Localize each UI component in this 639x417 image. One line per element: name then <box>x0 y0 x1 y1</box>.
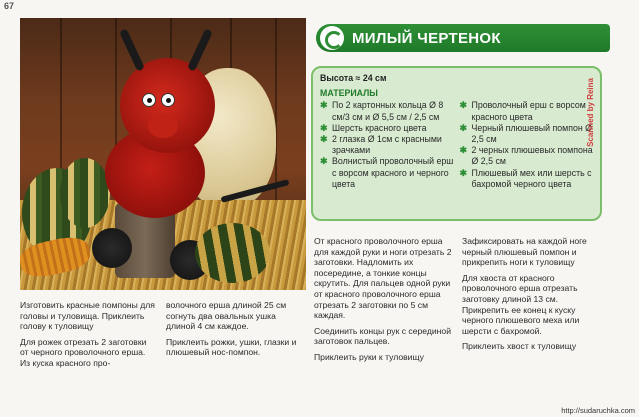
scan-watermark: Scanned by Reina <box>585 78 595 147</box>
list-item: ✱ Плюшевый мех или шерсть с бахромой черного цвета <box>459 167 592 189</box>
materials-heading: МАТЕРИАЛЫ <box>320 88 378 99</box>
height-line: Высота ≈ 24 см <box>320 73 387 83</box>
page-number: 67 <box>4 1 15 11</box>
list-item: ✱ Шерсть красного цвета <box>320 122 427 133</box>
paragraph: Приклеить руки к туловищу <box>314 351 424 362</box>
page-title: МИЛЫЙ ЧЕРТЕНОК <box>352 29 501 47</box>
instructions-col-3 <box>314 236 452 368</box>
paragraph: Зафиксировать на каждой ноге черный плюшевый помпон и прикрепить ноги к туловищу <box>462 236 587 268</box>
title-bar <box>316 24 610 52</box>
paragraph: Приклеить рожки, ушки, глазки и плюшевый нос-помпон. <box>166 336 297 358</box>
paragraph: Соединить концы рук с серединой заготовок пальцев. <box>314 325 452 347</box>
list-item: ✱ 2 глазка Ø 1см с красными зрачками <box>320 134 442 156</box>
materials-box <box>311 66 602 221</box>
devil-toy-photo <box>20 18 306 290</box>
list-item: ✱ Черный плюшевый помпон Ø 2,5 см <box>459 122 592 145</box>
list-item: ✱ 2 черных плюшевых помпона Ø 2,5 см <box>459 145 593 167</box>
logo-icon <box>320 26 344 50</box>
list-item: ✱ Проволочный ерш с ворсом красного цвета <box>459 100 586 122</box>
paragraph: волочного ерша длиной 25 см согнуть два овальных ушка длиной 4 см каждое. <box>166 300 287 332</box>
paragraph: Изготовить красные помпоны для головы и туловища. Приклеить голову к туловищу <box>20 300 155 332</box>
materials-left-column <box>320 100 454 190</box>
instructions-col-1 <box>20 300 155 374</box>
list-item: ✱ Волнистый проволочный ерш с ворсом красного и черного цвета <box>320 156 454 189</box>
instructions-col-4 <box>462 236 602 357</box>
footer-url: http://sudaruchka.com <box>561 406 635 415</box>
materials-right-column <box>460 100 594 190</box>
instructions-col-2 <box>166 300 306 363</box>
paragraph: Приклеить хвост к туловищу <box>462 341 577 352</box>
paragraph: От красного проволочного ерша для каждой руки и ноги отрезать 2 заготовки. Надломить их посередине, а тонкие концы скрутить. Для пальцев одной руки от красного проволочного ерша отрезать 2 заготовки по 5 см каждая. <box>314 236 452 321</box>
paragraph: Для хвоста от красного проволочного ерша отрезать заготовку длиной 13 см. Прикрепить ее конец к куску черного плюшевого меха или шерсти с бахромой. <box>462 272 580 336</box>
paragraph: Для рожек отрезать 2 заготовки от черного проволочного ерша. Из куска красного про- <box>20 336 147 368</box>
list-item: ✱ По 2 картонных кольца Ø 8 см/3 см и Ø 5,5 см / 2,5 см <box>320 100 444 122</box>
